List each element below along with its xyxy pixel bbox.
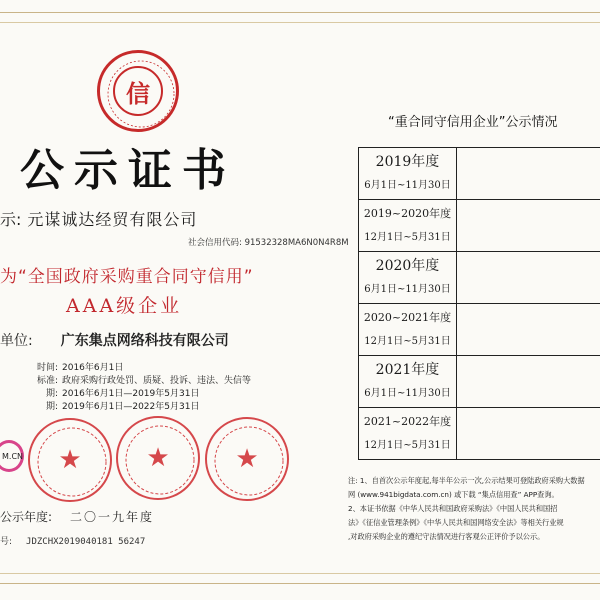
table-row [359,148,600,200]
seal-star-icon: ★ [235,444,259,474]
note-line: 法》《征信业管理条例》《中华人民共和国网络安全法》等相关行业规 [348,518,564,527]
footnotes [348,474,600,544]
grade-line: AAA级企业 [66,295,183,317]
period-cell: 2019~2020年度 12月1日~5月31日 [359,200,457,252]
year-value: 二〇一九年度 [70,510,155,524]
detail-rows [0,360,251,412]
honor-line: 为“全国政府采购重合同守信用” [0,267,254,287]
seal-star-icon: ★ [58,445,82,475]
certificate-number-line [0,534,145,547]
status-table-title: “重合同守信用企业”公示情况 [388,115,558,130]
detail-row: 标准: 政府采购行政处罚、质疑、投诉、违法、失信等 [36,376,252,386]
cert-no-label: 号: [0,537,13,547]
year-label: 公示年度: [0,510,53,524]
publicity-year-line [0,508,154,525]
period-cell: 2019年度 6月1日~11月30日 [359,148,457,200]
publicized-label: 示: [0,210,22,229]
table-row [359,304,600,356]
status-cell [457,408,600,460]
credit-emblem-icon: 信 [97,50,179,132]
company-name: 元谋诚达经贸有限公司 [27,210,198,229]
note-line: 注: 1、自首次公示年度起,每半年公示一次,公示结果可登陆政府采购大数据 [348,476,585,485]
certificate-title: 公示证书 [20,145,236,196]
status-cell [457,356,600,408]
detail-row: 期: 2019年6月1日—2022年5月31日 [45,402,200,412]
issuing-unit-line [0,330,229,350]
note-line: 网 (www.941bigdata.com.cn) 或下载 “集点信用查” APP查询。 [348,490,559,499]
status-cell [457,148,600,200]
note-line: 2、本证书依据《中华人民共和国政府采购法》《中国人民共和国招 [348,504,558,513]
seal-stamp-icon [28,418,112,502]
unit-value: 广东集点网络科技有限公司 [60,333,229,349]
brand-logo-text: M.CN [2,452,24,461]
cert-no-value: JDZCHX2019040181 56247 [26,537,146,547]
unit-label: 单位: [0,333,33,349]
publicized-company-line [0,207,197,230]
period-cell: 2020年度 6月1日~11月30日 [359,252,457,304]
detail-row: 时间: 2016年6月1日 [36,363,124,373]
credit-code: 社会信用代码: 91532328MA6N0N4R8M [188,238,349,248]
table-row [359,356,600,408]
table-row [359,408,600,460]
status-cell [457,252,600,304]
table-row [359,252,600,304]
seal-stamp-icon [205,417,289,501]
seal-star-icon: ★ [146,443,170,473]
seal-stamp-icon [116,416,200,500]
status-table [358,147,600,460]
table-row [359,200,600,252]
detail-row: 期: 2016年6月1日—2019年5月31日 [45,389,200,399]
period-cell: 2021~2022年度 12月1日~5月31日 [359,408,457,460]
period-cell: 2021年度 6月1日~11月30日 [359,356,457,408]
note-line: ,对政府采购企业的遵纪守法情况进行客观公正评价予以公示。 [348,532,545,541]
period-cell: 2020~2021年度 12月1日~5月31日 [359,304,457,356]
status-cell [457,304,600,356]
status-cell [457,200,600,252]
